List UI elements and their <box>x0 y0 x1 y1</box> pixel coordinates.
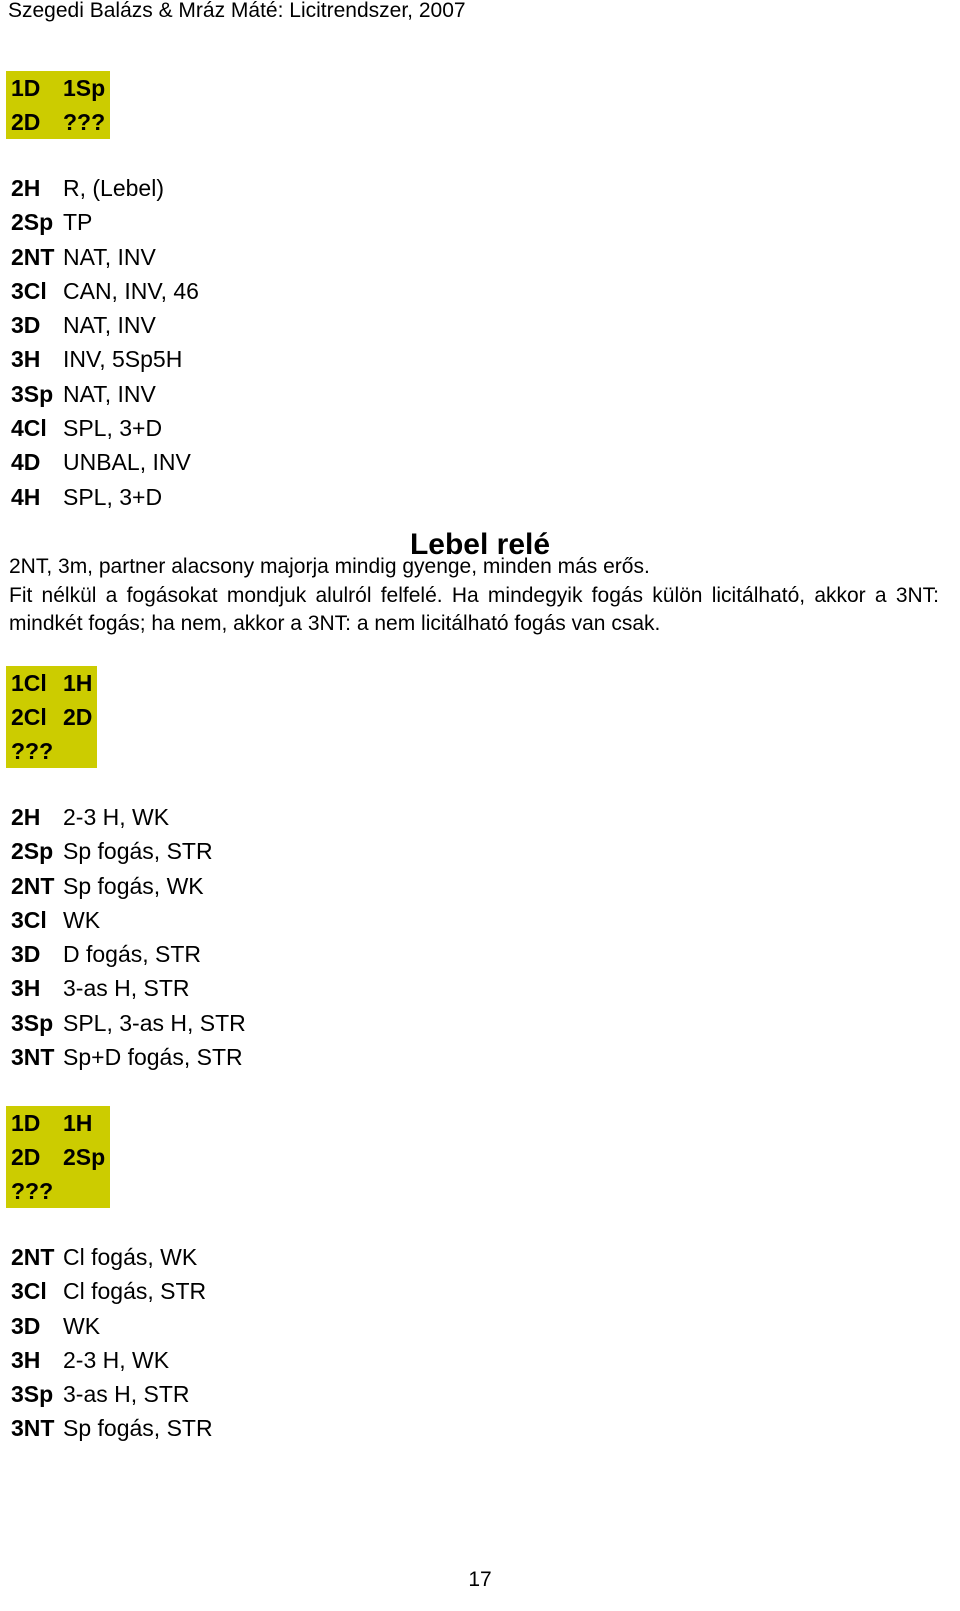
bid-meaning: Cl fogás, STR <box>63 1278 207 1305</box>
bid-row <box>11 869 246 903</box>
bid-meaning: R, (Lebel) <box>63 175 164 201</box>
bid-meaning: NAT, INV <box>63 243 156 270</box>
bid-meaning: SPL, 3+D <box>63 483 163 510</box>
bid-code: 3Cl <box>11 1278 47 1305</box>
bid-meaning: TP <box>63 209 93 236</box>
sequence-line <box>11 734 92 768</box>
bid-row <box>11 480 199 514</box>
bid-row <box>11 1006 246 1040</box>
bid-meaning: Sp+D fogás, STR <box>63 1044 243 1071</box>
sequence-bid: ??? <box>63 109 106 135</box>
bid-meaning: 2-3 H, WK <box>63 804 170 830</box>
sequence-bid: ??? <box>11 738 54 764</box>
bid-row <box>11 834 246 868</box>
bid-meaning: NAT, INV <box>63 380 156 407</box>
sequence-bid: 2Cl <box>11 704 47 730</box>
bid-meaning: Sp fogás, STR <box>63 1415 213 1442</box>
bid-row <box>11 274 199 308</box>
bid-code: 4D <box>11 449 41 476</box>
bid-row <box>11 1040 246 1074</box>
bid-row <box>11 1343 213 1377</box>
bid-meaning: Cl fogás, WK <box>63 1244 198 1270</box>
sequence-bid: ??? <box>11 1178 54 1204</box>
bid-code: 2H <box>11 175 41 201</box>
bid-meaning: SPL, 3+D <box>63 415 163 442</box>
response-table-2 <box>11 800 246 1074</box>
bid-meaning: 3-as H, STR <box>63 1381 190 1408</box>
page-number: 17 <box>468 1568 492 1591</box>
response-table-1 <box>11 171 199 514</box>
bid-code: 3D <box>11 1312 41 1339</box>
bid-code: 2NT <box>11 243 55 270</box>
bid-code: 2Sp <box>11 838 54 865</box>
bid-row <box>11 800 246 834</box>
bid-row <box>11 205 199 239</box>
lebel-line-1: 2NT, 3m, partner alacsony majorja mindig gyenge, minden más erős. <box>9 555 650 578</box>
sequence-line <box>11 700 92 734</box>
sequence-line <box>11 105 105 139</box>
bid-row <box>11 411 199 445</box>
bid-row <box>11 1240 213 1274</box>
bid-meaning: NAT, INV <box>63 312 156 339</box>
bid-code: 3Cl <box>11 277 47 304</box>
sequence-bid: 1H <box>63 670 93 696</box>
bid-meaning: WK <box>63 1312 101 1339</box>
bid-row <box>11 171 199 205</box>
response-table-3 <box>11 1240 213 1446</box>
bid-code: 3H <box>11 346 41 373</box>
sequence-line <box>11 71 105 105</box>
bid-code: 3Cl <box>11 906 47 933</box>
bidding-sequence-1d-1sp <box>6 71 110 139</box>
bid-row <box>11 971 246 1005</box>
bid-code: 2H <box>11 804 41 830</box>
sequence-bid: 2D <box>11 1144 41 1170</box>
sequence-bid: 2D <box>63 704 93 730</box>
bid-code: 3D <box>11 941 41 968</box>
bid-row <box>11 445 199 479</box>
section-title-lebel-rele: Lebel relé <box>409 528 551 561</box>
bid-row <box>11 308 199 342</box>
bid-code: 3D <box>11 312 41 339</box>
bid-meaning: D fogás, STR <box>63 941 202 968</box>
bid-row <box>11 342 199 376</box>
bidding-sequence-1cl-1h <box>6 666 97 768</box>
bid-row <box>11 1309 213 1343</box>
bid-code: 3NT <box>11 1415 55 1442</box>
bid-meaning: WK <box>63 906 101 933</box>
sequence-bid: 1Cl <box>11 670 47 696</box>
bid-meaning: 3-as H, STR <box>63 975 190 1002</box>
bid-meaning: SPL, 3-as H, STR <box>63 1009 246 1036</box>
bid-code: 2NT <box>11 872 55 899</box>
sequence-line <box>11 666 92 700</box>
sequence-line <box>11 1106 105 1140</box>
page-header: Szegedi Balázs & Mráz Máté: Licitrendszer, 2007 <box>8 0 466 22</box>
sequence-line <box>11 1174 105 1208</box>
lebel-line-2: Fit nélkül a fogásokat mondjuk alulról felfelé. Ha mindegyik fogás külön licitálható, akkor a 3NT: mindkét fogás; ha nem, akkor a 3NT: a nem licitálható fogás van csak. <box>9 583 939 635</box>
sequence-bid: 1Sp <box>63 75 106 101</box>
sequence-bid: 2D <box>11 109 41 135</box>
bid-meaning: 2-3 H, WK <box>63 1346 170 1373</box>
bid-row <box>11 937 246 971</box>
bid-meaning: Sp fogás, STR <box>63 838 213 865</box>
bid-row <box>11 240 199 274</box>
sequence-line <box>11 1140 105 1174</box>
bid-row <box>11 1377 213 1411</box>
bid-code: 2Sp <box>11 209 54 236</box>
bid-code: 2NT <box>11 1244 55 1270</box>
bid-code: 3Sp <box>11 1009 54 1036</box>
sequence-bid: 1H <box>63 1110 93 1136</box>
bid-code: 4H <box>11 483 41 510</box>
bid-code: 3Sp <box>11 1381 54 1408</box>
bid-code: 3Sp <box>11 380 54 407</box>
sequence-bid: 1D <box>11 1110 41 1136</box>
bid-row <box>11 377 199 411</box>
sequence-bid: 1D <box>11 75 41 101</box>
bid-meaning: INV, 5Sp5H <box>63 346 183 373</box>
bid-code: 3NT <box>11 1044 55 1071</box>
bid-row <box>11 903 246 937</box>
bid-meaning: UNBAL, INV <box>63 449 191 476</box>
bidding-sequence-1d-1h <box>6 1106 110 1208</box>
sequence-bid: 2Sp <box>63 1144 106 1170</box>
bid-code: 3H <box>11 975 41 1002</box>
bid-code: 4Cl <box>11 415 47 442</box>
bid-meaning: CAN, INV, 46 <box>63 277 199 304</box>
bid-row <box>11 1274 213 1308</box>
bid-code: 3H <box>11 1346 41 1373</box>
bid-meaning: Sp fogás, WK <box>63 872 204 899</box>
lebel-description <box>9 553 939 639</box>
bid-row <box>11 1411 213 1445</box>
